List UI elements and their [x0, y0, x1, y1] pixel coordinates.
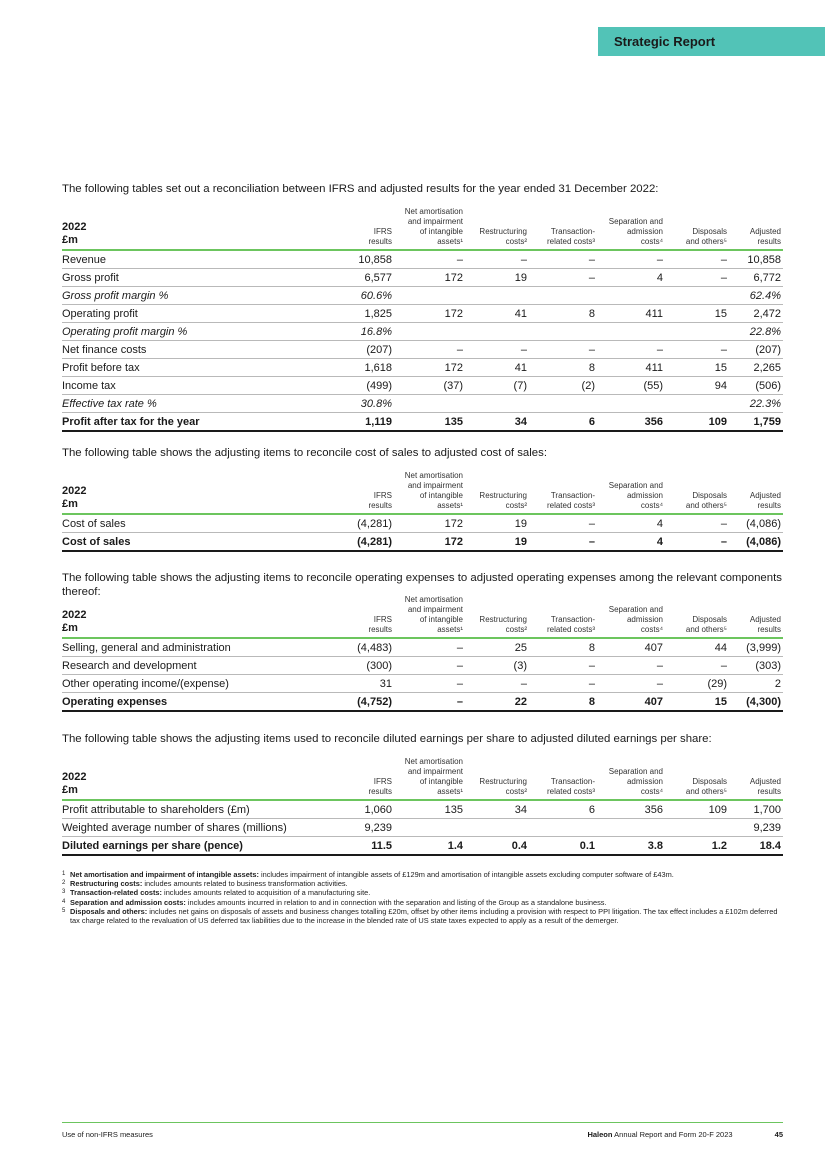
footer-report-name: Annual Report and Form 20-F 2023 — [614, 1130, 733, 1139]
table-cell: 9,239 — [332, 819, 394, 837]
table-cell: (37) — [394, 377, 465, 395]
table-cell: – — [597, 675, 665, 693]
table-cell — [529, 819, 597, 837]
table-cell — [665, 395, 729, 413]
table-cell: 109 — [665, 800, 729, 819]
table-cell — [665, 323, 729, 341]
table-cell: 1,700 — [729, 800, 783, 819]
table-cell: 6 — [529, 800, 597, 819]
table-cell: – — [529, 341, 597, 359]
table-cell — [394, 395, 465, 413]
table-year: 2022 — [62, 485, 87, 497]
table-header-row — [62, 207, 783, 250]
table-cell: 22.8% — [729, 323, 783, 341]
row-label: Cost of sales — [62, 533, 332, 552]
row-label: Operating profit margin % — [62, 323, 332, 341]
footnote — [62, 888, 787, 897]
table-cell: – — [597, 250, 665, 269]
table-cell: 8 — [529, 359, 597, 377]
reconciliation-table — [62, 595, 783, 712]
table-cell: 1.2 — [665, 837, 729, 856]
table-cell: (506) — [729, 377, 783, 395]
column-header: Adjusted results — [729, 471, 783, 514]
table-cell: 15 — [665, 305, 729, 323]
section-intro: The following table shows the adjusting items to reconcile cost of sales to adjusted cost of sales: — [62, 447, 547, 459]
table-header-row — [62, 757, 783, 800]
row-label: Profit after tax for the year — [62, 413, 332, 432]
table-cell: – — [665, 269, 729, 287]
table-year: 2022 — [62, 221, 87, 233]
table-row — [62, 395, 783, 413]
table-row — [62, 675, 783, 693]
column-header: Net amortisation and impairment of intangible assets¹ — [394, 471, 465, 514]
table-row — [62, 800, 783, 819]
table-row — [62, 377, 783, 395]
row-label: Net finance costs — [62, 341, 332, 359]
footer-divider — [62, 1122, 783, 1123]
column-header: IFRS results — [332, 207, 394, 250]
footnote-title: Transaction-related costs: — [70, 888, 162, 898]
footnote-body — [70, 879, 348, 888]
table-cell: 1,618 — [332, 359, 394, 377]
table-year: 2022 — [62, 609, 87, 621]
footnote-text: includes net gains on disposals of assets and business changes totalling £20m, offset by other items including a provision with respect to PPI litigation. The tax effect includes a £102m deferred tax charge related to the revaluation of US deferred tax liabilities due to the increase in the blended rate of US state taxes expected to apply as a result of the demerger. — [70, 906, 778, 926]
table-cell — [465, 819, 529, 837]
table-cell — [394, 819, 465, 837]
table-cell: 9,239 — [729, 819, 783, 837]
table-cell: 0.1 — [529, 837, 597, 856]
table-cell — [394, 323, 465, 341]
table-cell — [597, 323, 665, 341]
row-label: Operating profit — [62, 305, 332, 323]
table-cell: 6 — [529, 413, 597, 432]
table-cell: – — [597, 341, 665, 359]
table-heading — [62, 595, 332, 638]
table-cell: – — [529, 675, 597, 693]
footnote-number: 4 — [62, 898, 66, 905]
table-cell — [465, 287, 529, 305]
table-cell: 8 — [529, 305, 597, 323]
table-total-row — [62, 837, 783, 856]
footnote-body — [70, 888, 370, 897]
row-label: Revenue — [62, 250, 332, 269]
column-header: Disposals and others⁵ — [665, 595, 729, 638]
table-heading — [62, 757, 332, 800]
table-cell: (3,999) — [729, 638, 783, 657]
table-row — [62, 657, 783, 675]
column-header: IFRS results — [332, 595, 394, 638]
table-cell: (29) — [665, 675, 729, 693]
table-cell: 109 — [665, 413, 729, 432]
table-cell: 3.8 — [597, 837, 665, 856]
table-cell: – — [529, 657, 597, 675]
table-cell: – — [597, 657, 665, 675]
table-cell: 8 — [529, 638, 597, 657]
table-cell: 44 — [665, 638, 729, 657]
footer-brand: Haleon — [587, 1130, 613, 1139]
table-cell: 172 — [394, 359, 465, 377]
table-cell: 4 — [597, 269, 665, 287]
table-cell: 411 — [597, 305, 665, 323]
section-intro: The following table shows the adjusting items to reconcile operating expenses to adjusted operating expenses among the relevant components thereof: — [62, 572, 782, 598]
table-cell: – — [394, 341, 465, 359]
table-row — [62, 287, 783, 305]
table-cell: 2,472 — [729, 305, 783, 323]
table-cell: 172 — [394, 269, 465, 287]
table-cell: 19 — [465, 514, 529, 533]
footnote-number: 2 — [62, 880, 66, 887]
table-cell: 1,060 — [332, 800, 394, 819]
table-cell — [465, 323, 529, 341]
row-label: Operating expenses — [62, 693, 332, 712]
table-cell: 356 — [597, 413, 665, 432]
table-cell: (3) — [465, 657, 529, 675]
table-cell: (4,483) — [332, 638, 394, 657]
column-header: Separation and admission costs⁴ — [597, 757, 665, 800]
row-label: Profit before tax — [62, 359, 332, 377]
table-cell: – — [529, 533, 597, 552]
table-cell: (207) — [729, 341, 783, 359]
section-intro: The following tables set out a reconciliation between IFRS and adjusted results for the year ended 31 December 2022: — [62, 183, 659, 195]
table-row — [62, 269, 783, 287]
table-cell: 25 — [465, 638, 529, 657]
table-cell — [597, 287, 665, 305]
footnote-number: 1 — [62, 871, 66, 877]
table-cell: (4,086) — [729, 514, 783, 533]
table-cell — [665, 819, 729, 837]
table-row — [62, 305, 783, 323]
footnote-text: includes impairment of intangible assets of £129m and amortisation of intangible assets excluding computer software of £43m. — [258, 870, 674, 879]
footnote — [62, 870, 787, 879]
table-cell — [529, 287, 597, 305]
column-header: Disposals and others⁵ — [665, 471, 729, 514]
table-cell: 1,825 — [332, 305, 394, 323]
table-cell: 407 — [597, 638, 665, 657]
table-row — [62, 341, 783, 359]
table-cell: 2 — [729, 675, 783, 693]
table-cell — [394, 287, 465, 305]
footnote-body — [70, 870, 674, 879]
row-label: Income tax — [62, 377, 332, 395]
table-cell: – — [394, 638, 465, 657]
table-cell: 94 — [665, 377, 729, 395]
table-cell: 22.3% — [729, 395, 783, 413]
table-cell: (55) — [597, 377, 665, 395]
table-cell: 60.6% — [332, 287, 394, 305]
row-label: Selling, general and administration — [62, 638, 332, 657]
table-total-row — [62, 413, 783, 432]
column-header: Separation and admission costs⁴ — [597, 595, 665, 638]
table-unit: £m — [62, 234, 78, 246]
row-label: Diluted earnings per share (pence) — [62, 837, 332, 856]
footnote-title: Net amortisation and impairment of intangible assets: — [70, 870, 259, 879]
table-cell: (499) — [332, 377, 394, 395]
table-cell: (4,086) — [729, 533, 783, 552]
table-cell: 10,858 — [729, 250, 783, 269]
footnote — [62, 879, 787, 888]
table-cell: – — [465, 250, 529, 269]
column-header: Net amortisation and impairment of intangible assets¹ — [394, 207, 465, 250]
table-unit: £m — [62, 498, 78, 510]
table-cell: – — [529, 514, 597, 533]
table-cell: 15 — [665, 359, 729, 377]
footnote-text: includes amounts related to acquisition of a manufacturing site. — [162, 888, 371, 898]
table-heading — [62, 471, 332, 514]
table-cell: – — [465, 341, 529, 359]
table-cell: 6,577 — [332, 269, 394, 287]
table-cell: 18.4 — [729, 837, 783, 856]
footnote-body — [70, 907, 787, 925]
table-cell: 16.8% — [332, 323, 394, 341]
row-label: Other operating income/(expense) — [62, 675, 332, 693]
column-header: Separation and admission costs⁴ — [597, 207, 665, 250]
table-cell: 2,265 — [729, 359, 783, 377]
table-cell: – — [529, 250, 597, 269]
table-row — [62, 638, 783, 657]
footnote — [62, 907, 787, 925]
table-cell — [597, 819, 665, 837]
table-cell: 34 — [465, 413, 529, 432]
table-cell: – — [394, 693, 465, 712]
table-cell: (300) — [332, 657, 394, 675]
table-cell: (4,300) — [729, 693, 783, 712]
table-row — [62, 514, 783, 533]
table-cell: 19 — [465, 269, 529, 287]
column-header: Adjusted results — [729, 595, 783, 638]
table-cell: – — [665, 250, 729, 269]
row-label: Research and development — [62, 657, 332, 675]
table-header-row — [62, 471, 783, 514]
footnote-number: 3 — [62, 889, 66, 896]
column-header: IFRS results — [332, 757, 394, 800]
table-cell: 172 — [394, 533, 465, 552]
column-header: Transaction- related costs³ — [529, 207, 597, 250]
column-header: Disposals and others⁵ — [665, 757, 729, 800]
footnote-number: 5 — [62, 907, 66, 914]
column-header: Net amortisation and impairment of intangible assets¹ — [394, 757, 465, 800]
table-cell: 1,759 — [729, 413, 783, 432]
reconciliation-table — [62, 207, 783, 432]
table-cell: – — [665, 514, 729, 533]
table-cell: 407 — [597, 693, 665, 712]
table-cell: 0.4 — [465, 837, 529, 856]
table-cell: 34 — [465, 800, 529, 819]
table-row — [62, 323, 783, 341]
table-cell: 41 — [465, 359, 529, 377]
footnote-text: includes amounts related to business transformation activities. — [142, 879, 348, 889]
table-cell: 19 — [465, 533, 529, 552]
table-cell: – — [665, 533, 729, 552]
table-cell: 6,772 — [729, 269, 783, 287]
table-header-row — [62, 595, 783, 638]
section-intro: The following table shows the adjusting items used to reconcile diluted earnings per share to adjusted diluted earnings per share: — [62, 733, 712, 745]
table-cell: 172 — [394, 305, 465, 323]
footnote — [62, 898, 787, 907]
column-header: IFRS results — [332, 471, 394, 514]
table-row — [62, 819, 783, 837]
table-cell: 41 — [465, 305, 529, 323]
table-cell: 356 — [597, 800, 665, 819]
reconciliation-table — [62, 471, 783, 552]
footnote-text: includes amounts incurred in relation to and in connection with the separation and listing of the Group as a standalone business. — [185, 897, 607, 907]
table-cell: – — [465, 675, 529, 693]
footnote-title: Restructuring costs: — [70, 879, 143, 889]
table-cell: 8 — [529, 693, 597, 712]
table-cell: 1.4 — [394, 837, 465, 856]
column-header: Transaction- related costs³ — [529, 471, 597, 514]
table-cell: 31 — [332, 675, 394, 693]
table-cell: – — [394, 250, 465, 269]
section-tag: Strategic Report — [598, 27, 825, 56]
table-cell: – — [394, 657, 465, 675]
table-unit: £m — [62, 622, 78, 634]
table-cell: (4,281) — [332, 514, 394, 533]
table-year: 2022 — [62, 771, 87, 783]
table-cell: 30.8% — [332, 395, 394, 413]
row-label: Weighted average number of shares (millions) — [62, 819, 332, 837]
table-cell: – — [529, 269, 597, 287]
table-cell: (4,752) — [332, 693, 394, 712]
row-label: Profit attributable to shareholders (£m) — [62, 800, 332, 819]
column-header: Disposals and others⁵ — [665, 207, 729, 250]
table-cell: (303) — [729, 657, 783, 675]
table-cell: (207) — [332, 341, 394, 359]
table-cell: (4,281) — [332, 533, 394, 552]
table-row — [62, 359, 783, 377]
column-header: Transaction- related costs³ — [529, 595, 597, 638]
table-cell: (7) — [465, 377, 529, 395]
table-cell: 15 — [665, 693, 729, 712]
footnote-title: Separation and admission costs: — [70, 897, 186, 907]
table-cell — [665, 287, 729, 305]
table-cell: 10,858 — [332, 250, 394, 269]
row-label: Effective tax rate % — [62, 395, 332, 413]
table-cell: 1,119 — [332, 413, 394, 432]
table-cell: – — [665, 341, 729, 359]
column-header: Restructuring costs² — [465, 207, 529, 250]
table-total-row — [62, 533, 783, 552]
table-cell: 22 — [465, 693, 529, 712]
table-cell: (2) — [529, 377, 597, 395]
table-cell: 4 — [597, 533, 665, 552]
page-number: 45 — [774, 1130, 783, 1139]
table-cell: – — [394, 675, 465, 693]
table-total-row — [62, 693, 783, 712]
table-cell: 62.4% — [729, 287, 783, 305]
footnote-body — [70, 898, 607, 907]
row-label: Gross profit margin % — [62, 287, 332, 305]
column-header: Restructuring costs² — [465, 757, 529, 800]
table-cell: 11.5 — [332, 837, 394, 856]
table-cell — [529, 323, 597, 341]
reconciliation-table — [62, 757, 783, 856]
table-cell: 172 — [394, 514, 465, 533]
table-row — [62, 250, 783, 269]
footnotes — [62, 870, 787, 925]
column-header: Separation and admission costs⁴ — [597, 471, 665, 514]
row-label: Cost of sales — [62, 514, 332, 533]
footer-publication — [587, 1130, 783, 1140]
table-cell: – — [665, 657, 729, 675]
table-cell: 4 — [597, 514, 665, 533]
column-header: Net amortisation and impairment of intangible assets¹ — [394, 595, 465, 638]
table-heading — [62, 207, 332, 250]
row-label: Gross profit — [62, 269, 332, 287]
table-unit: £m — [62, 784, 78, 796]
table-cell — [465, 395, 529, 413]
column-header: Adjusted results — [729, 757, 783, 800]
footnote-title: Disposals and others: — [70, 906, 148, 916]
footer-section-name: Use of non-IFRS measures — [62, 1130, 153, 1139]
column-header: Adjusted results — [729, 207, 783, 250]
table-cell: 135 — [394, 800, 465, 819]
table-cell — [529, 395, 597, 413]
column-header: Restructuring costs² — [465, 471, 529, 514]
column-header: Restructuring costs² — [465, 595, 529, 638]
table-cell — [597, 395, 665, 413]
table-cell: 411 — [597, 359, 665, 377]
table-cell: 135 — [394, 413, 465, 432]
column-header: Transaction- related costs³ — [529, 757, 597, 800]
